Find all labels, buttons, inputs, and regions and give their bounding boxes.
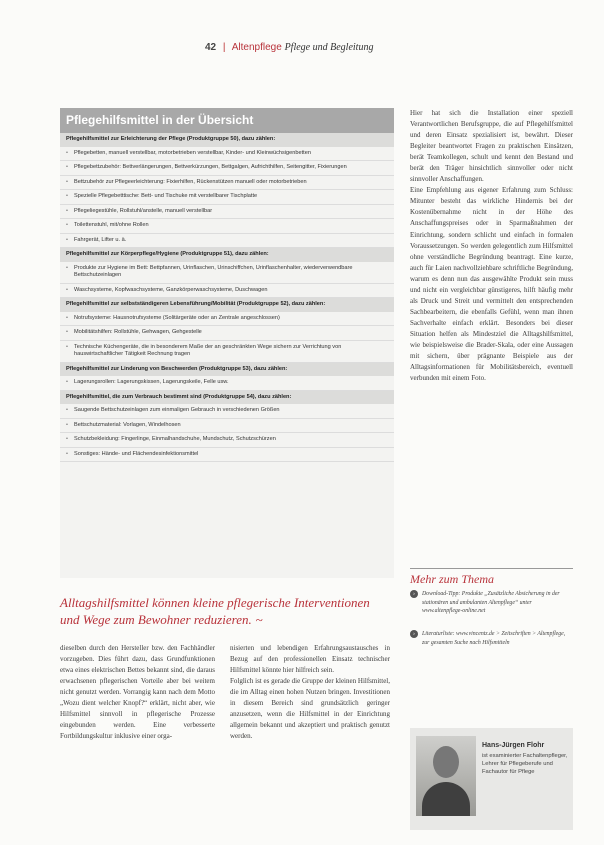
article-column-middle: nisierten und lebendigen Erfahrungsaustausches in Bezug auf den professionellen Einsatz technischer Hilfsmittel könnte hier hilfreich sein. Folglich ist es gerade die Gruppe der kleinen Hilfsmittel, die im Alltag einen hohen Nutzen bringen. Investitionen in diesem Bereich sind grundsätzlich geringer anzusetzen, wenn die Hilfsmittel in der Einrichtung allgemein bekannt und akzeptiert und praktisch genutzt werden. <box>230 644 390 741</box>
more-on-topic-title: Mehr zum Thema <box>410 572 494 586</box>
list-item: • Bettzubehör zur Pflegeerleichterung: Fixierhilfen, Rückenstützen manuell oder motorbetrieben <box>60 176 394 191</box>
list-item: • Mobilitätshilfen: Rollstühle, Gehwagen, Gehgestelle <box>60 326 394 341</box>
list-item: • Schutzbekleidung: Fingerlinge, Einmalhandschuhe, Mundschutz, Schutzschürzen <box>60 433 394 448</box>
list-item: • Waschsysteme, Kopfwaschsysteme, Ganzkörperwaschsysteme, Duschwagen <box>60 284 394 299</box>
list-item: • Notrufsysteme: Hausnotrufsysteme (Solitärgeräte oder an Zentrale angeschlossen) <box>60 312 394 327</box>
overview-box <box>60 108 394 578</box>
list-item: • Toilettenstuhl, mit/ohne Rollen <box>60 219 394 234</box>
group-heading: Pflegehilfsmittel zur Erleichterung der Pflege (Produktgruppe 50), dazu zählen: <box>60 133 394 147</box>
swirl-ornament-icon: ~ <box>255 612 263 627</box>
more-link-text: Download-Tipp: Produkte „Zusätzliche Absicherung in der stationären und ambulanten Altenpflege“ unter www.altenpflege-online.net <box>422 591 560 614</box>
article-column-left: dieselben durch den Hersteller bzw. den Fachhändler vorzugeben. Dies führt dazu, dass Grundfunktionen etwa eines elektrischen Bettes bekannt sind, die daraus erwachsenen pflegerischen Vorteile aber bei weitem nicht genutzt werden. Vorrangig kann nach dem Motto „Wozu dient welcher Knopf?“ erklärt, nicht aber, wie Hilfsmittel sinnvoll in pflegerische Prozesse eingebunden werden. Eine verbesserte Fortbildungskultur inklusive einer orga- <box>60 644 215 741</box>
arrow-icon: › <box>410 590 418 598</box>
overview-box-content <box>60 133 394 462</box>
author-description: ist examinierter Fachaltenpfleger, Lehrer für Pflegeberufe und Fachautor für Pflege <box>482 753 568 775</box>
list-item: • Produkte zur Hygiene im Bett: Bettpfannen, Urinflaschen, Urinschiffchen, Urinflaschenhalter, wiederverwendbare Bettschutzeinlagen <box>60 262 394 284</box>
list-item: • Lagerungsrollen: Lagerungskissen, Lagerungskeile, Felle usw. <box>60 376 394 391</box>
list-item: • Fahrgerät, Lifter u. ä. <box>60 234 394 249</box>
page-number: 42 <box>205 42 217 53</box>
header-separator: | <box>222 42 226 53</box>
group-heading: Pflegehilfsmittel zur Körperpflege/Hygiene (Produktgruppe 51), dazu zählen: <box>60 248 394 262</box>
more-link-download[interactable] <box>410 590 573 616</box>
article-column-right: Hier hat sich die Installation einer speziell Verantwortlichen Berufsgruppe, die auf Pflegehilfsmittel und deren Einsatz spezialisiert ist, bewährt. Dieser Begleiter beantwortet Fragen zu praktischen Einsätzen, berät Teamkollegen, schult und kennt den Bestand und berät den Träger hinsichtlich sinnvoller oder nicht sinnvoller Anschaffungen. Eine Empfehlung aus eigener Erfahrung zum Schluss: Mitunter besteht das wirkliche Hindernis bei der Kostenübernahme nicht in der Höhe des Anschaffungspreises oder in Sparmaßnahmen der Einrichtung, sondern schlicht und einfach in formalen Voraussetzungen. So werden gelegentlich zum Hilfsmittel ohne verständliche Begründung beantragt. Eine kurze, auch für Laien nachvollziehbare schriftliche Begründung, warum es denn nun das ausgewählte Produkt sein muss und nicht ein vergleichbar günstigeres, hilft häufig mehr als Druck und Streit und vermittelt den entsprechenden Sachbearbeitern, die ebenfalls Gefühl, wenn man ihnen Sachverhalte einfach erklärt. Besonders bei dieser Situation helfen als Mindestziel die Alltagshilfsmittel, wie beispielsweise die Brader-Skala, oder eine Aussagen mit sichern, über prägnante Beispiele aus der Alltagsinformationen für Mobilitätsbereich, eventuell verbunden mit einem Foto. <box>410 109 573 383</box>
author-photo <box>416 736 476 816</box>
group-heading: Pflegehilfsmittel, die zum Verbrauch bestimmt sind (Produktgruppe 54), dazu zählen: <box>60 391 394 405</box>
list-item: • Spezielle Pflegebetttische: Bett- und Tischuke mit verstellbarer Tischplatte <box>60 190 394 205</box>
group-heading: Pflegehilfsmittel zur Linderung von Beschwerden (Produktgruppe 53), dazu zählen: <box>60 363 394 377</box>
author-name: Hans-Jürgen Flohr <box>482 742 545 749</box>
arrow-icon: › <box>410 630 418 638</box>
list-item: • Pflegebetten, manuell verstellbar, motorbetrieben verstellbar, Kinder- und Kleinwüchsigenbetten <box>60 147 394 162</box>
group-heading: Pflegehilfsmittel zur selbstständigeren Lebensführung/Mobilität (Produktgruppe 52), dazu zählen: <box>60 298 394 312</box>
list-item: • Technische Küchengeräte, die in besonderem Maße der an geschränkten Wege sichern zur Verrichtung von hauswirtschaftlicher Tätigkeit Rechnung tragen <box>60 341 394 363</box>
list-item: • Sonstiges: Hände- und Flächendesinfektionsmittel <box>60 448 394 463</box>
page-header <box>205 42 373 53</box>
list-item: • Pflegeliegestühle, Rollstuhl/anstelle, manuell verstellbar <box>60 205 394 220</box>
section-subtitle: Pflege und Begleitung <box>284 42 374 53</box>
list-item: • Pflegebettzubehör: Bettverlängerungen, Bettverkürzungen, Bettgalgen, Aufrichthilfen, Seitengitter, Fixierungen <box>60 161 394 176</box>
author-photo-body <box>422 782 470 816</box>
author-box <box>410 728 573 830</box>
more-divider <box>410 568 573 569</box>
list-item: • Saugende Bettschutzeinlagen zum einmaligen Gebrauch in verschiedenen Größen <box>60 404 394 419</box>
more-link-literature[interactable] <box>410 630 573 647</box>
author-photo-head <box>433 746 459 778</box>
list-item: • Bettschutzmaterial: Vorlagen, Windelhosen <box>60 419 394 434</box>
section-name: Altenpflege <box>231 42 282 53</box>
pull-quote <box>60 594 380 628</box>
pull-quote-text: Alltagshilfsmittel können kleine pflegerische Interventionen und Wege zum Bewohner reduzieren. <box>60 595 370 627</box>
more-link-text: Literaturliste: www.vincentz.de > Zeitschriften > Altenpflege, zur gesamten Suche nach Hilfsmitteln <box>422 631 566 646</box>
overview-box-title: Pflegehilfsmittel in der Übersicht <box>60 108 394 133</box>
